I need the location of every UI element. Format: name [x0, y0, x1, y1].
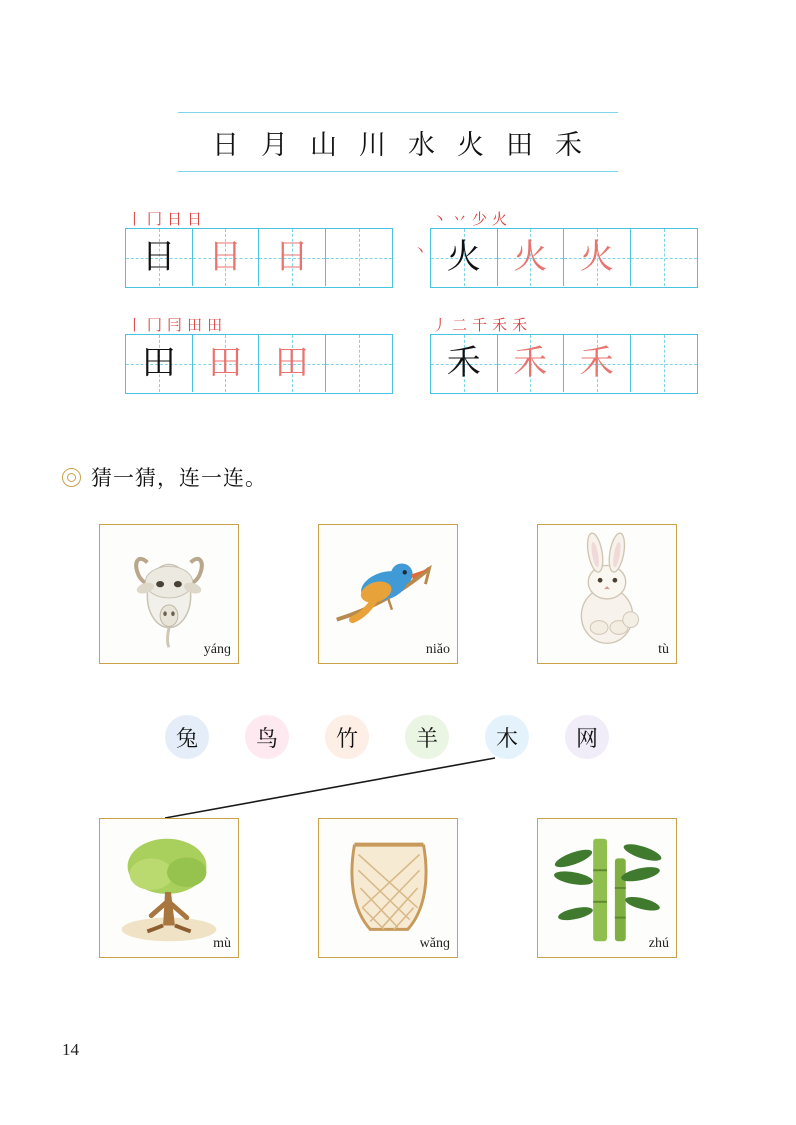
- practice-grid-row: [413, 228, 698, 288]
- practice-char: 田: [274, 344, 309, 382]
- stroke-glyph: 丷: [452, 212, 468, 228]
- practice-block-he: [430, 312, 698, 394]
- header-char: 田: [506, 129, 535, 160]
- practice-cell-empty[interactable]: [631, 229, 698, 286]
- practice-char: 日: [208, 238, 243, 276]
- chip-label: 网: [575, 725, 598, 751]
- practice-cell[interactable]: [259, 335, 326, 392]
- practice-cell[interactable]: [564, 229, 631, 286]
- stroke-glyph: 日: [167, 212, 183, 228]
- practice-block-tian: [125, 312, 393, 394]
- stroke-glyph: 冂: [147, 212, 163, 228]
- practice-cell[interactable]: [431, 229, 498, 286]
- practice-block-ri: [125, 206, 393, 288]
- picture-card-bird[interactable]: [318, 524, 458, 664]
- stroke-glyph: 田: [207, 318, 223, 334]
- word-chip-mu[interactable]: [485, 715, 529, 759]
- stroke-glyph: 少: [472, 212, 488, 228]
- stroke-glyph: 冃: [167, 318, 183, 334]
- practice-char: 田: [141, 344, 176, 382]
- practice-cell[interactable]: [564, 335, 631, 392]
- card-pinyin: tù: [658, 642, 669, 657]
- picture-card-goat[interactable]: [99, 524, 239, 664]
- stroke-hint-mark: 丶: [413, 245, 427, 260]
- stroke-order-tian: [125, 312, 393, 334]
- practice-char: 日: [274, 238, 309, 276]
- header-char: 禾: [555, 129, 584, 160]
- answer-connector-line: [165, 758, 495, 818]
- word-chip-niao[interactable]: [245, 715, 289, 759]
- picture-card-rabbit[interactable]: [537, 524, 677, 664]
- practice-cell[interactable]: [126, 229, 193, 286]
- practice-cell-empty[interactable]: [631, 335, 698, 392]
- practice-cell[interactable]: [498, 335, 565, 392]
- practice-cell[interactable]: [193, 229, 260, 286]
- practice-char: 田: [208, 344, 243, 382]
- practice-grid-row: [430, 334, 698, 394]
- practice-char: 禾: [579, 344, 614, 382]
- practice-char: 禾: [446, 344, 481, 382]
- stroke-order-he: [430, 312, 698, 334]
- stroke-glyph: 火: [492, 212, 508, 228]
- practice-cell[interactable]: [193, 335, 260, 392]
- header-char: 水: [408, 129, 437, 160]
- chip-label: 木: [495, 725, 518, 751]
- activity-heading: [62, 462, 267, 492]
- chip-label: 鸟: [255, 725, 278, 751]
- stroke-glyph: 禾: [492, 318, 508, 334]
- practice-cell-empty[interactable]: [326, 229, 393, 286]
- stroke-glyph: 禾: [512, 318, 528, 334]
- chip-label: 兔: [175, 725, 198, 751]
- stroke-order-huo: [430, 206, 698, 228]
- practice-cell[interactable]: [259, 229, 326, 286]
- chip-label: 竹: [335, 725, 358, 751]
- stroke-glyph: 日: [187, 212, 203, 228]
- stroke-order-ri: [125, 206, 393, 228]
- stroke-glyph: 丶: [432, 212, 448, 228]
- header-char: 川: [359, 129, 388, 160]
- practice-char: 火: [579, 238, 614, 276]
- practice-cell-empty[interactable]: [326, 335, 393, 392]
- stroke-glyph: 丨: [127, 212, 143, 228]
- practice-char: 禾: [513, 344, 548, 382]
- card-pinyin: niǎo: [425, 642, 450, 657]
- practice-grid-row: [125, 228, 393, 288]
- stroke-glyph: 千: [472, 318, 488, 334]
- practice-cell[interactable]: [431, 335, 498, 392]
- card-pinyin: wǎnɡ: [419, 936, 450, 951]
- activity-instruction: 猜一猜，连一连。: [91, 466, 267, 490]
- flower-bullet-icon: [62, 468, 81, 487]
- page-number: 14: [62, 1040, 79, 1059]
- header-char: 月: [261, 129, 290, 160]
- card-pinyin: zhú: [648, 936, 669, 951]
- practice-grid-row: [125, 334, 393, 394]
- stroke-glyph: 二: [452, 318, 468, 334]
- word-chip-yang[interactable]: [405, 715, 449, 759]
- card-pinyin: mù: [213, 936, 231, 951]
- rabbit-illustration: [538, 525, 676, 663]
- practice-char: 火: [513, 238, 548, 276]
- picture-card-net[interactable]: [318, 818, 458, 958]
- header-char: 山: [310, 129, 339, 160]
- header-char: 日: [212, 129, 241, 160]
- stroke-glyph: 丨: [127, 318, 143, 334]
- word-chip-zhu[interactable]: [325, 715, 369, 759]
- picture-card-bamboo[interactable]: [537, 818, 677, 958]
- header-char: 火: [457, 129, 486, 160]
- word-chip-tu[interactable]: [165, 715, 209, 759]
- word-chip-wang[interactable]: [565, 715, 609, 759]
- stroke-glyph: 丿: [432, 318, 448, 334]
- practice-cell[interactable]: [498, 229, 565, 286]
- practice-cell[interactable]: [126, 335, 193, 392]
- stroke-glyph: 田: [187, 318, 203, 334]
- practice-char: 火: [446, 238, 481, 276]
- card-pinyin: yánɡ: [203, 642, 231, 657]
- picture-card-tree[interactable]: [99, 818, 239, 958]
- character-header-strip: [178, 112, 618, 172]
- word-chip-row: [165, 715, 635, 759]
- stroke-glyph: 冂: [147, 318, 163, 334]
- practice-block-huo: [413, 206, 698, 288]
- practice-char: 日: [141, 238, 176, 276]
- chip-label: 羊: [415, 725, 438, 751]
